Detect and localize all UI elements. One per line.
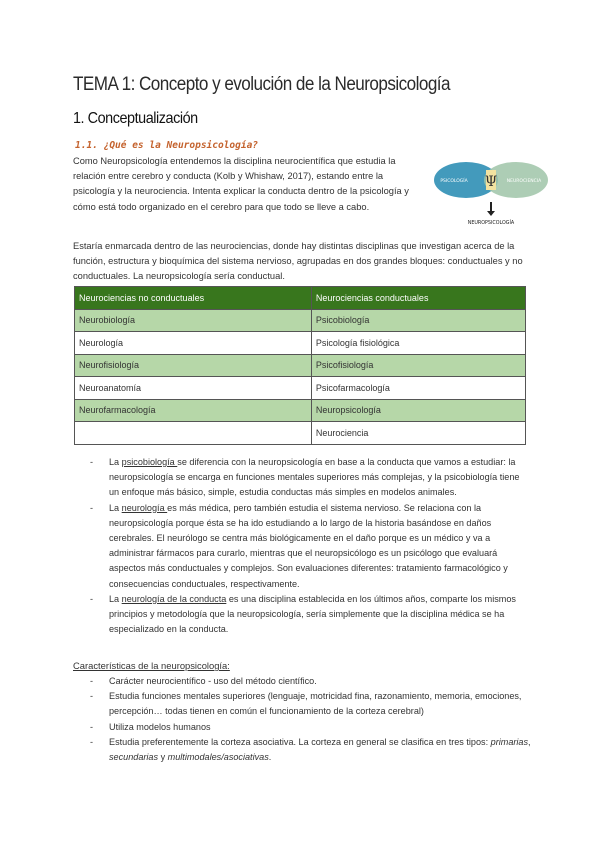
table-row [75, 309, 526, 332]
intro-paragraph: Como Neuropsicología entendemos la disciplina neurocientífica que estudia la relación entre cerebro y conducta (Kolb y Whishaw, 2017), estando entre la psicología y la neurociencia. Intenta explicar la conducta dentro de la psicología y cómo está todo organizado en el cerebro para que todo se lleve a cabo. [73, 156, 409, 212]
bullet-dash: - [90, 502, 94, 513]
table-cell: Neurobiología [75, 309, 312, 332]
diagram-right-label: NEUROCIENCIA [506, 179, 542, 184]
table-row [75, 422, 526, 445]
characteristics-list [90, 674, 534, 765]
cortex-type-associative: multimodales/asociativas [167, 752, 269, 763]
bullet-prefix: La [109, 457, 122, 467]
bullet-text: Estudia preferentemente la corteza asociativa. La corteza en general se clasifica en tres tipos: [109, 736, 491, 747]
diagram-left-label: PSICOLOGÍA [440, 179, 468, 184]
period: . [268, 752, 272, 763]
bullet-prefix: La [109, 593, 122, 604]
bullet-text: Estudia funciones mentales superiores (lenguaje, motricidad fina, razonamiento, memoria, emociones, percepción… todas tienen en común el funcionamiento de la corteza cerebral) [109, 691, 522, 717]
table-header-cell: Neurociencias no conductuales [75, 287, 312, 310]
bullet-text: se diferencia con la neuropsicología en base a la conducta que vamos a estudiar: la neuropsicología se encarga en funciones mentales superiores más complejas, y la psicobiología tiene un enfoque más básico, simple, estudia conductas más simples en modelos animales. [109, 457, 520, 498]
table-cell: Neurología [75, 332, 312, 355]
table-cell: Psicofisiología [311, 354, 525, 377]
neuropsychology-diagram [432, 160, 550, 232]
table-cell: Neurofarmacología [75, 399, 312, 422]
table-cell: Neuroanatomía [75, 377, 312, 400]
bullet-text: Utiliza modelos humanos [109, 721, 211, 732]
diagram-bottom-label: NEUROPSICOLOGÍA [467, 221, 515, 226]
table-row [75, 377, 526, 400]
bullet-dash: - [90, 736, 94, 747]
section-heading: 1. Conceptualización [73, 110, 198, 127]
subsection-heading: 1.1. ¿Qué es la Neuropsicología? [75, 140, 259, 151]
table-row [75, 399, 526, 422]
cortex-type-secondary: secundarias [109, 752, 159, 763]
psi-symbol-icon: Ψ [484, 174, 498, 190]
table-cell [75, 422, 312, 445]
bullet-dash: - [90, 691, 94, 702]
bullet-text: es más médica, pero también estudia el sistema nervioso. Se relaciona con la neuropsicología porque ésta se ha ido estudiando a lo largo de la historia basándose en daños cerebrales. El neurólogo se centra más biológicamente en el daño porque es un médico y va a administrar fármacos para curarlo, mientras que el neuropsicólogo es un psicólogo que evaluará aspectos más conductuales y complejos. Son evaluaciones diferentes: tratamiento farmacológico y consecuencias conductuales, respectivamente. [109, 502, 508, 589]
characteristics-heading: Características de la neuropsicología: [73, 660, 230, 671]
list-item [90, 720, 534, 735]
table-row [75, 354, 526, 377]
bullet-dash: - [90, 593, 94, 604]
list-item [90, 674, 534, 689]
arrow-head-icon [487, 211, 495, 216]
list-item [90, 501, 525, 592]
bullet-text: Carácter neurocientífico - uso del método científico. [109, 676, 317, 686]
bullet-dash: - [90, 721, 94, 732]
bullet-dash: - [90, 676, 94, 686]
table-cell: Psicofarmacología [311, 377, 525, 400]
bullet-term: psicobiología [121, 457, 178, 467]
table-cell: Neurofisiología [75, 354, 312, 377]
cortex-type-primary: primarias [490, 736, 529, 747]
table-cell: Neuropsicología [311, 399, 525, 422]
list-item [90, 592, 525, 638]
table-cell: Psicobiología [311, 309, 525, 332]
table-row [75, 332, 526, 355]
bullet-text: es una disciplina establecida en los últimos años, comparte los mismos principios y metodología que la neuropsicología, sería simplemente que la disciplina médica se ha especializado en la conducta. [109, 593, 516, 635]
list-item [90, 455, 525, 501]
comparison-list [90, 455, 525, 637]
bullet-prefix: La [109, 502, 122, 513]
bullet-term: neurología de la conducta [121, 593, 227, 604]
separator: , [528, 736, 531, 747]
bullet-term: neurología [121, 502, 168, 513]
list-item [90, 689, 534, 719]
table-header-cell: Neurociencias conductuales [311, 287, 525, 310]
table-cell: Neurociencia [311, 422, 525, 445]
bullet-dash: - [90, 457, 94, 467]
separator: y [158, 752, 168, 763]
table-cell: Psicología fisiológica [311, 332, 525, 355]
context-paragraph: Estaría enmarcada dentro de las neurociencias, donde hay distintas disciplinas que investigan acerca de la función, estructura y bioquímica del sistema nervioso, agrupadas en dos grandes bloques: conductuales y no conductuales. La neuropsicología sería conductual. [73, 241, 523, 282]
list-item [90, 735, 534, 765]
neuroscience-table [74, 286, 526, 445]
page-title: TEMA 1: Concepto y evolución de la Neuropsicología [73, 74, 450, 95]
